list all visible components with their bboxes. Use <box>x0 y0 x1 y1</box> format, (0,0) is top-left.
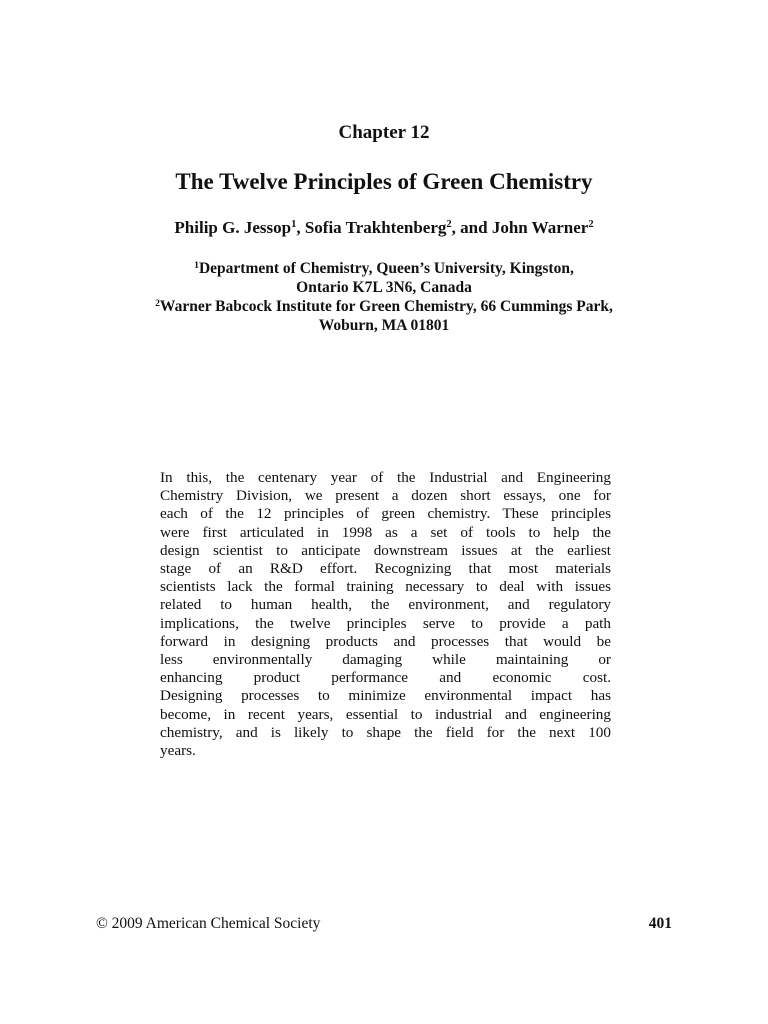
affiliation-line <box>0 297 768 316</box>
affiliation-line <box>0 259 768 278</box>
author-separator: , and <box>451 218 492 237</box>
affiliation-block <box>0 259 768 335</box>
abstract-line: related to human health, the environment, and regulatory <box>160 596 611 614</box>
abstract-line: chemistry, and is likely to shape the field for the next 100 <box>160 723 611 741</box>
affiliation-marker: 2 <box>155 297 160 309</box>
author-name: Philip G. Jessop <box>174 218 292 237</box>
affiliation-text: Warner Babcock Institute for Green Chemistry, 66 Cummings Park, <box>159 298 613 315</box>
affiliation-line: Ontario K7L 3N6, Canada <box>296 279 472 296</box>
affiliation-marker: 1 <box>194 259 199 271</box>
abstract-line: Chemistry Division, we present a dozen short essays, one for <box>160 487 611 505</box>
author-name: John Warner <box>491 218 589 237</box>
abstract-line: stage of an R&D effort. Recognizing that most materials <box>160 560 611 578</box>
copyright-notice: © 2009 American Chemical Society <box>96 915 321 932</box>
abstract-line: implications, the twelve principles serve to provide a path <box>160 614 611 632</box>
abstract-line: In this, the centenary year of the Industrial and Engineering <box>160 469 611 486</box>
author-separator: , <box>296 218 305 237</box>
paper-title: The Twelve Principles of Green Chemistry <box>175 169 593 194</box>
abstract-line: years. <box>160 742 196 760</box>
author-affiliation-marker: 1 <box>291 219 297 231</box>
abstract-line: were first articulated in 1998 as a set of tools to help the <box>160 523 611 541</box>
abstract-line: become, in recent years, essential to industrial and engineering <box>160 705 611 723</box>
author-name: Sofia Trakhtenberg <box>304 218 447 237</box>
chapter-label: Chapter 12 <box>338 122 430 143</box>
abstract-line: scientists lack the formal training necessary to deal with issues <box>160 578 611 596</box>
abstract-line: design scientist to anticipate downstream issues at the earliest <box>160 541 611 559</box>
abstract-line: Designing processes to minimize environmental impact has <box>160 687 611 705</box>
abstract-line: forward in designing products and processes that would be <box>160 632 611 650</box>
abstract-line: each of the 12 principles of green chemistry. These principles <box>160 505 611 523</box>
author-affiliation-marker: 2 <box>588 219 594 231</box>
affiliation-line: Woburn, MA 01801 <box>318 317 450 334</box>
abstract-paragraph <box>160 469 611 760</box>
page-number: 401 <box>648 915 672 932</box>
abstract-line: less environmentally damaging while maintaining or <box>160 651 611 669</box>
author-list <box>0 217 768 239</box>
abstract-line: enhancing product performance and economic cost. <box>160 669 611 687</box>
affiliation-text: Department of Chemistry, Queen’s University, Kingston, <box>198 260 574 277</box>
author-affiliation-marker: 2 <box>446 219 452 231</box>
